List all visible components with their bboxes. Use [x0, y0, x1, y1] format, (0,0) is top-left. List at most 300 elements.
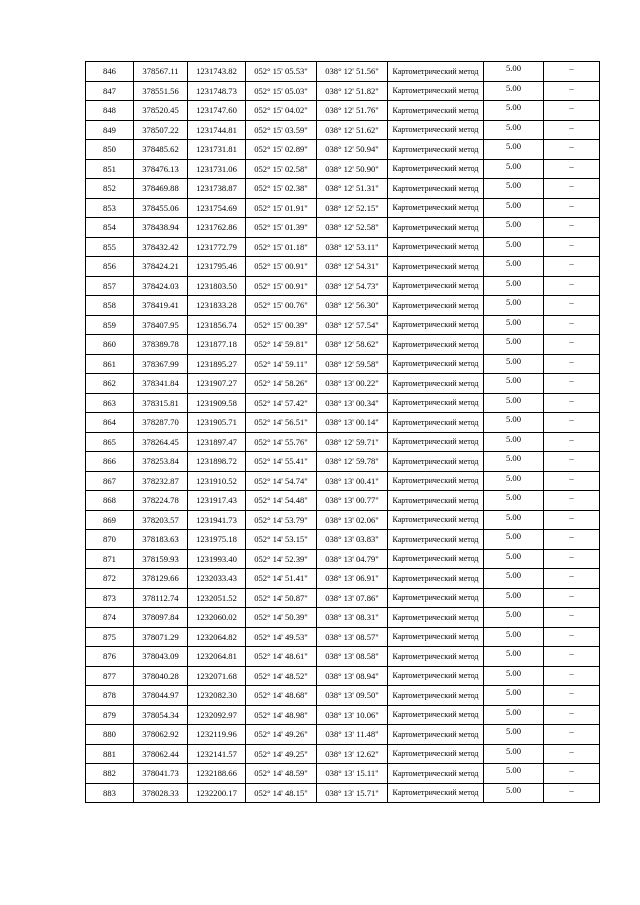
coordinates-table — [85, 61, 600, 803]
cell-latitude: 052° 15' 00.91" — [246, 276, 317, 296]
cell-latitude: 052° 14' 48.68" — [246, 686, 317, 706]
cell-point-number: 866 — [86, 452, 134, 472]
cell-extra: – — [544, 491, 600, 511]
cell-x-coordinate: 378551.56 — [134, 81, 188, 101]
cell-y-coordinate: 1231743.82 — [188, 62, 246, 82]
cell-y-coordinate: 1231910.52 — [188, 471, 246, 491]
cell-x-coordinate: 378287.70 — [134, 413, 188, 433]
cell-extra: – — [544, 744, 600, 764]
cell-extra: – — [544, 705, 600, 725]
cell-x-coordinate: 378232.87 — [134, 471, 188, 491]
cell-latitude: 052° 14' 50.39" — [246, 608, 317, 628]
cell-accuracy: 5.00 — [484, 335, 544, 355]
table-row — [86, 315, 600, 335]
cell-method: Картометрический метод — [388, 393, 484, 413]
table-row — [86, 296, 600, 316]
cell-x-coordinate: 378476.13 — [134, 159, 188, 179]
cell-method: Картометрический метод — [388, 510, 484, 530]
cell-latitude: 052° 14' 59.81" — [246, 335, 317, 355]
cell-point-number: 875 — [86, 627, 134, 647]
cell-latitude: 052° 15' 03.59" — [246, 120, 317, 140]
cell-longitude: 038° 13' 10.06" — [317, 705, 388, 725]
cell-longitude: 038° 13' 15.11" — [317, 764, 388, 784]
table-row — [86, 588, 600, 608]
cell-longitude: 038° 13' 03.83" — [317, 530, 388, 550]
cell-accuracy: 5.00 — [484, 647, 544, 667]
cell-accuracy: 5.00 — [484, 510, 544, 530]
cell-latitude: 052° 14' 55.41" — [246, 452, 317, 472]
cell-latitude: 052° 14' 52.39" — [246, 549, 317, 569]
table-row — [86, 335, 600, 355]
cell-accuracy: 5.00 — [484, 452, 544, 472]
cell-y-coordinate: 1231877.18 — [188, 335, 246, 355]
table-row — [86, 452, 600, 472]
cell-accuracy: 5.00 — [484, 276, 544, 296]
cell-longitude: 038° 12' 52.58" — [317, 218, 388, 238]
cell-accuracy: 5.00 — [484, 198, 544, 218]
cell-longitude: 038° 13' 09.50" — [317, 686, 388, 706]
cell-point-number: 881 — [86, 744, 134, 764]
cell-method: Картометрический метод — [388, 744, 484, 764]
cell-latitude: 052° 14' 50.87" — [246, 588, 317, 608]
cell-point-number: 883 — [86, 783, 134, 803]
cell-longitude: 038° 12' 59.71" — [317, 432, 388, 452]
table-row — [86, 62, 600, 82]
cell-x-coordinate: 378424.21 — [134, 257, 188, 277]
table-row — [86, 471, 600, 491]
cell-longitude: 038° 12' 51.31" — [317, 179, 388, 199]
cell-extra: – — [544, 218, 600, 238]
cell-extra: – — [544, 647, 600, 667]
cell-method: Картометрический метод — [388, 491, 484, 511]
cell-point-number: 849 — [86, 120, 134, 140]
cell-longitude: 038° 13' 02.06" — [317, 510, 388, 530]
cell-extra: – — [544, 549, 600, 569]
cell-method: Картометрический метод — [388, 140, 484, 160]
cell-point-number: 847 — [86, 81, 134, 101]
table-row — [86, 140, 600, 160]
table-row — [86, 686, 600, 706]
cell-x-coordinate: 378389.78 — [134, 335, 188, 355]
cell-point-number: 861 — [86, 354, 134, 374]
cell-point-number: 874 — [86, 608, 134, 628]
cell-longitude: 038° 13' 11.48" — [317, 725, 388, 745]
cell-extra: – — [544, 374, 600, 394]
cell-y-coordinate: 1232033.43 — [188, 569, 246, 589]
cell-extra: – — [544, 296, 600, 316]
cell-longitude: 038° 12' 51.56" — [317, 62, 388, 82]
cell-accuracy: 5.00 — [484, 218, 544, 238]
cell-method: Картометрический метод — [388, 705, 484, 725]
cell-extra: – — [544, 257, 600, 277]
cell-y-coordinate: 1231738.87 — [188, 179, 246, 199]
cell-y-coordinate: 1231747.60 — [188, 101, 246, 121]
cell-point-number: 878 — [86, 686, 134, 706]
cell-point-number: 867 — [86, 471, 134, 491]
table-body — [86, 62, 600, 803]
cell-y-coordinate: 1232188.66 — [188, 764, 246, 784]
cell-method: Картометрический метод — [388, 198, 484, 218]
cell-extra: – — [544, 81, 600, 101]
cell-accuracy: 5.00 — [484, 471, 544, 491]
table-row — [86, 81, 600, 101]
cell-extra: – — [544, 101, 600, 121]
cell-x-coordinate: 378455.06 — [134, 198, 188, 218]
cell-x-coordinate: 378424.03 — [134, 276, 188, 296]
cell-latitude: 052° 15' 04.02" — [246, 101, 317, 121]
table-row — [86, 354, 600, 374]
cell-point-number: 863 — [86, 393, 134, 413]
cell-latitude: 052° 15' 02.38" — [246, 179, 317, 199]
table-row — [86, 705, 600, 725]
cell-method: Картометрический метод — [388, 81, 484, 101]
table-row — [86, 764, 600, 784]
cell-latitude: 052° 14' 48.61" — [246, 647, 317, 667]
cell-x-coordinate: 378112.74 — [134, 588, 188, 608]
cell-x-coordinate: 378224.78 — [134, 491, 188, 511]
cell-longitude: 038° 13' 04.79" — [317, 549, 388, 569]
cell-accuracy: 5.00 — [484, 432, 544, 452]
cell-y-coordinate: 1231731.06 — [188, 159, 246, 179]
cell-x-coordinate: 378203.57 — [134, 510, 188, 530]
cell-method: Картометрический метод — [388, 627, 484, 647]
cell-point-number: 856 — [86, 257, 134, 277]
cell-method: Картометрический метод — [388, 725, 484, 745]
cell-x-coordinate: 378043.09 — [134, 647, 188, 667]
cell-extra: – — [544, 62, 600, 82]
cell-point-number: 855 — [86, 237, 134, 257]
cell-accuracy: 5.00 — [484, 62, 544, 82]
cell-method: Картометрический метод — [388, 471, 484, 491]
cell-longitude: 038° 12' 56.30" — [317, 296, 388, 316]
cell-longitude: 038° 12' 50.90" — [317, 159, 388, 179]
cell-latitude: 052° 14' 59.11" — [246, 354, 317, 374]
table-row — [86, 237, 600, 257]
cell-accuracy: 5.00 — [484, 179, 544, 199]
cell-latitude: 052° 15' 02.89" — [246, 140, 317, 160]
cell-x-coordinate: 378040.28 — [134, 666, 188, 686]
cell-accuracy: 5.00 — [484, 354, 544, 374]
cell-latitude: 052° 15' 00.39" — [246, 315, 317, 335]
cell-extra: – — [544, 686, 600, 706]
table-row — [86, 218, 600, 238]
cell-method: Картометрический метод — [388, 354, 484, 374]
cell-longitude: 038° 13' 12.62" — [317, 744, 388, 764]
cell-extra: – — [544, 335, 600, 355]
table-row — [86, 159, 600, 179]
cell-y-coordinate: 1231905.71 — [188, 413, 246, 433]
cell-x-coordinate: 378520.45 — [134, 101, 188, 121]
cell-accuracy: 5.00 — [484, 627, 544, 647]
cell-method: Картометрический метод — [388, 257, 484, 277]
cell-point-number: 871 — [86, 549, 134, 569]
cell-extra: – — [544, 198, 600, 218]
cell-accuracy: 5.00 — [484, 140, 544, 160]
cell-point-number: 869 — [86, 510, 134, 530]
table-row — [86, 432, 600, 452]
cell-point-number: 868 — [86, 491, 134, 511]
cell-point-number: 865 — [86, 432, 134, 452]
table-row — [86, 608, 600, 628]
cell-latitude: 052° 14' 48.15" — [246, 783, 317, 803]
cell-method: Картометрический метод — [388, 315, 484, 335]
cell-accuracy: 5.00 — [484, 81, 544, 101]
cell-method: Картометрический метод — [388, 374, 484, 394]
cell-y-coordinate: 1231907.27 — [188, 374, 246, 394]
cell-x-coordinate: 378054.34 — [134, 705, 188, 725]
table-row — [86, 569, 600, 589]
cell-y-coordinate: 1231895.27 — [188, 354, 246, 374]
cell-latitude: 052° 15' 01.39" — [246, 218, 317, 238]
cell-latitude: 052° 15' 02.58" — [246, 159, 317, 179]
cell-y-coordinate: 1231993.40 — [188, 549, 246, 569]
cell-method: Картометрический метод — [388, 218, 484, 238]
cell-y-coordinate: 1232092.97 — [188, 705, 246, 725]
cell-longitude: 038° 13' 06.91" — [317, 569, 388, 589]
cell-y-coordinate: 1231748.73 — [188, 81, 246, 101]
cell-latitude: 052° 14' 53.15" — [246, 530, 317, 550]
cell-latitude: 052° 14' 48.98" — [246, 705, 317, 725]
cell-longitude: 038° 13' 08.94" — [317, 666, 388, 686]
cell-y-coordinate: 1231803.50 — [188, 276, 246, 296]
cell-x-coordinate: 378367.99 — [134, 354, 188, 374]
cell-method: Картометрический метод — [388, 335, 484, 355]
cell-longitude: 038° 12' 51.82" — [317, 81, 388, 101]
cell-extra: – — [544, 471, 600, 491]
cell-point-number: 870 — [86, 530, 134, 550]
cell-latitude: 052° 15' 05.53" — [246, 62, 317, 82]
table-row — [86, 491, 600, 511]
cell-extra: – — [544, 237, 600, 257]
cell-x-coordinate: 378419.41 — [134, 296, 188, 316]
cell-longitude: 038° 12' 51.76" — [317, 101, 388, 121]
cell-y-coordinate: 1231744.81 — [188, 120, 246, 140]
table-row — [86, 413, 600, 433]
cell-method: Картометрический метод — [388, 530, 484, 550]
cell-accuracy: 5.00 — [484, 491, 544, 511]
cell-extra: – — [544, 608, 600, 628]
cell-extra: – — [544, 588, 600, 608]
cell-method: Картометрический метод — [388, 101, 484, 121]
cell-longitude: 038° 12' 50.94" — [317, 140, 388, 160]
cell-point-number: 853 — [86, 198, 134, 218]
cell-point-number: 850 — [86, 140, 134, 160]
cell-longitude: 038° 13' 07.86" — [317, 588, 388, 608]
cell-x-coordinate: 378438.94 — [134, 218, 188, 238]
cell-accuracy: 5.00 — [484, 725, 544, 745]
cell-method: Картометрический метод — [388, 666, 484, 686]
cell-extra: – — [544, 179, 600, 199]
cell-x-coordinate: 378341.84 — [134, 374, 188, 394]
cell-extra: – — [544, 140, 600, 160]
cell-longitude: 038° 13' 00.77" — [317, 491, 388, 511]
cell-latitude: 052° 14' 58.26" — [246, 374, 317, 394]
cell-longitude: 038° 12' 57.54" — [317, 315, 388, 335]
cell-y-coordinate: 1232071.68 — [188, 666, 246, 686]
table-row — [86, 549, 600, 569]
cell-y-coordinate: 1232060.02 — [188, 608, 246, 628]
cell-longitude: 038° 13' 00.22" — [317, 374, 388, 394]
cell-accuracy: 5.00 — [484, 530, 544, 550]
cell-extra: – — [544, 510, 600, 530]
cell-extra: – — [544, 627, 600, 647]
cell-y-coordinate: 1231754.69 — [188, 198, 246, 218]
cell-accuracy: 5.00 — [484, 588, 544, 608]
cell-point-number: 858 — [86, 296, 134, 316]
cell-point-number: 862 — [86, 374, 134, 394]
cell-point-number: 882 — [86, 764, 134, 784]
cell-extra: – — [544, 452, 600, 472]
cell-latitude: 052° 14' 48.52" — [246, 666, 317, 686]
cell-accuracy: 5.00 — [484, 686, 544, 706]
cell-method: Картометрический метод — [388, 647, 484, 667]
cell-longitude: 038° 12' 52.15" — [317, 198, 388, 218]
cell-point-number: 851 — [86, 159, 134, 179]
cell-x-coordinate: 378469.88 — [134, 179, 188, 199]
cell-longitude: 038° 13' 08.31" — [317, 608, 388, 628]
cell-accuracy: 5.00 — [484, 257, 544, 277]
cell-latitude: 052° 14' 54.74" — [246, 471, 317, 491]
table-row — [86, 257, 600, 277]
cell-point-number: 877 — [86, 666, 134, 686]
cell-accuracy: 5.00 — [484, 744, 544, 764]
cell-y-coordinate: 1231856.74 — [188, 315, 246, 335]
cell-point-number: 857 — [86, 276, 134, 296]
cell-extra: – — [544, 432, 600, 452]
cell-latitude: 052° 14' 57.42" — [246, 393, 317, 413]
cell-accuracy: 5.00 — [484, 549, 544, 569]
cell-y-coordinate: 1232064.81 — [188, 647, 246, 667]
cell-extra: – — [544, 393, 600, 413]
cell-longitude: 038° 13' 00.41" — [317, 471, 388, 491]
cell-x-coordinate: 378315.81 — [134, 393, 188, 413]
table-row — [86, 744, 600, 764]
cell-y-coordinate: 1231795.46 — [188, 257, 246, 277]
cell-extra: – — [544, 725, 600, 745]
cell-method: Картометрический метод — [388, 764, 484, 784]
cell-latitude: 052° 15' 05.03" — [246, 81, 317, 101]
table-row — [86, 179, 600, 199]
cell-y-coordinate: 1231941.73 — [188, 510, 246, 530]
cell-method: Картометрический метод — [388, 62, 484, 82]
cell-accuracy: 5.00 — [484, 764, 544, 784]
cell-accuracy: 5.00 — [484, 393, 544, 413]
cell-longitude: 038° 13' 00.34" — [317, 393, 388, 413]
cell-x-coordinate: 378028.33 — [134, 783, 188, 803]
cell-longitude: 038° 13' 15.71" — [317, 783, 388, 803]
cell-y-coordinate: 1231917.43 — [188, 491, 246, 511]
cell-longitude: 038° 12' 59.58" — [317, 354, 388, 374]
cell-method: Картометрический метод — [388, 569, 484, 589]
cell-extra: – — [544, 413, 600, 433]
cell-x-coordinate: 378129.66 — [134, 569, 188, 589]
cell-latitude: 052° 14' 54.48" — [246, 491, 317, 511]
cell-extra: – — [544, 569, 600, 589]
cell-extra: – — [544, 276, 600, 296]
cell-x-coordinate: 378044.97 — [134, 686, 188, 706]
cell-extra: – — [544, 315, 600, 335]
cell-method: Картометрический метод — [388, 452, 484, 472]
cell-extra: – — [544, 666, 600, 686]
cell-extra: – — [544, 159, 600, 179]
table-row — [86, 393, 600, 413]
cell-x-coordinate: 378507.22 — [134, 120, 188, 140]
cell-x-coordinate: 378097.84 — [134, 608, 188, 628]
cell-method: Картометрический метод — [388, 413, 484, 433]
cell-point-number: 848 — [86, 101, 134, 121]
cell-method: Картометрический метод — [388, 296, 484, 316]
cell-x-coordinate: 378253.84 — [134, 452, 188, 472]
cell-y-coordinate: 1232082.30 — [188, 686, 246, 706]
cell-latitude: 052° 15' 01.18" — [246, 237, 317, 257]
cell-latitude: 052° 14' 49.25" — [246, 744, 317, 764]
cell-latitude: 052° 14' 49.26" — [246, 725, 317, 745]
cell-accuracy: 5.00 — [484, 783, 544, 803]
cell-accuracy: 5.00 — [484, 569, 544, 589]
table-row — [86, 198, 600, 218]
table-row — [86, 725, 600, 745]
cell-x-coordinate: 378264.45 — [134, 432, 188, 452]
cell-method: Картометрический метод — [388, 237, 484, 257]
cell-accuracy: 5.00 — [484, 705, 544, 725]
cell-x-coordinate: 378432.42 — [134, 237, 188, 257]
cell-latitude: 052° 14' 56.51" — [246, 413, 317, 433]
cell-latitude: 052° 14' 55.76" — [246, 432, 317, 452]
cell-extra: – — [544, 783, 600, 803]
cell-y-coordinate: 1232141.57 — [188, 744, 246, 764]
cell-x-coordinate: 378159.93 — [134, 549, 188, 569]
cell-y-coordinate: 1231909.58 — [188, 393, 246, 413]
cell-extra: – — [544, 764, 600, 784]
cell-latitude: 052° 15' 01.91" — [246, 198, 317, 218]
cell-y-coordinate: 1232119.96 — [188, 725, 246, 745]
table-row — [86, 276, 600, 296]
cell-method: Картометрический метод — [388, 588, 484, 608]
cell-longitude: 038° 12' 53.11" — [317, 237, 388, 257]
cell-extra: – — [544, 354, 600, 374]
cell-accuracy: 5.00 — [484, 666, 544, 686]
cell-method: Картометрический метод — [388, 432, 484, 452]
cell-accuracy: 5.00 — [484, 296, 544, 316]
cell-point-number: 846 — [86, 62, 134, 82]
cell-point-number: 879 — [86, 705, 134, 725]
table-row — [86, 627, 600, 647]
cell-point-number: 876 — [86, 647, 134, 667]
cell-y-coordinate: 1231762.86 — [188, 218, 246, 238]
cell-latitude: 052° 15' 00.76" — [246, 296, 317, 316]
cell-latitude: 052° 14' 49.53" — [246, 627, 317, 647]
table-row — [86, 101, 600, 121]
cell-longitude: 038° 12' 51.62" — [317, 120, 388, 140]
cell-longitude: 038° 12' 54.73" — [317, 276, 388, 296]
cell-method: Картометрический метод — [388, 608, 484, 628]
cell-method: Картометрический метод — [388, 159, 484, 179]
cell-latitude: 052° 14' 53.79" — [246, 510, 317, 530]
cell-latitude: 052° 14' 48.59" — [246, 764, 317, 784]
cell-x-coordinate: 378041.73 — [134, 764, 188, 784]
cell-latitude: 052° 15' 00.91" — [246, 257, 317, 277]
cell-latitude: 052° 14' 51.41" — [246, 569, 317, 589]
cell-x-coordinate: 378567.11 — [134, 62, 188, 82]
cell-point-number: 872 — [86, 569, 134, 589]
cell-accuracy: 5.00 — [484, 315, 544, 335]
cell-accuracy: 5.00 — [484, 413, 544, 433]
cell-y-coordinate: 1231897.47 — [188, 432, 246, 452]
cell-y-coordinate: 1232064.82 — [188, 627, 246, 647]
cell-point-number: 864 — [86, 413, 134, 433]
cell-accuracy: 5.00 — [484, 237, 544, 257]
cell-y-coordinate: 1232051.52 — [188, 588, 246, 608]
